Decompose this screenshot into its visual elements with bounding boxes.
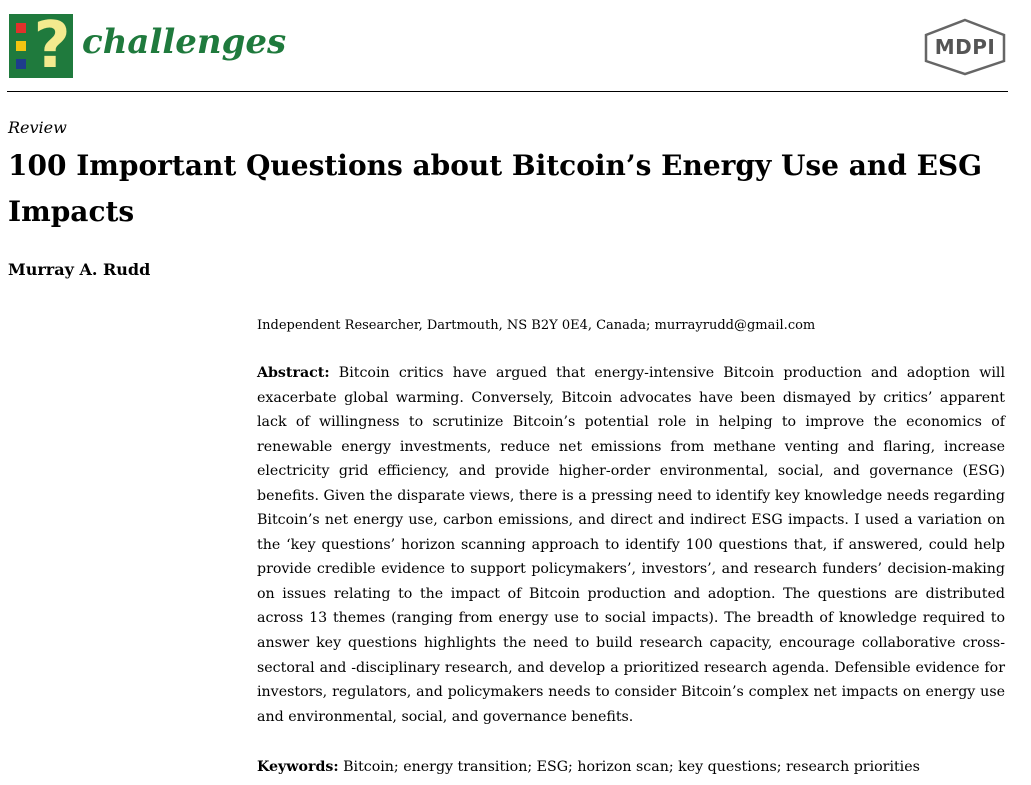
- article-type: Review: [8, 118, 67, 137]
- journal-logo-icon: [9, 9, 73, 83]
- logo-yellow-square: [16, 41, 26, 51]
- author-affiliation: Independent Researcher, Dartmouth, NS B2Y 0E4, Canada; murrayrudd@gmail.com: [257, 318, 816, 333]
- journal-name: challenges: [82, 22, 287, 62]
- logo-red-square: [16, 23, 26, 33]
- logo-blue-square: [16, 59, 26, 69]
- abstract-label: Abstract:: [257, 365, 330, 381]
- abstract-text: Bitcoin critics have argued that energy-intensive Bitcoin production and adoption will exacerbate global warming. Conversely, Bitcoin advocates have been dismayed by critics’ apparent lack of willingness to scrutinize Bitcoin’s potential role in helping to improve the economics of renewable energy investments, reduce net emissions from methane venting and flaring, increase electricity grid efficiency, and provide higher-order environmental, social, and governance (ESG) benefits. Given the disparate views, there is a pressing need to identify key knowledge needs regarding Bitcoin’s net energy use, carbon emissions, and direct and indirect ESG impacts. I used a variation on the ‘key questions’ horizon scanning approach to identify 100 questions that, if answered, could help provide credible evidence to support policymakers’, investors’, and research funders’ decision-making on issues relating to the impact of Bitcoin production and adoption. The questions are distributed across 13 themes (ranging from energy use to social impacts). The breadth of knowledge required to answer key questions highlights the need to build research capacity, encourage collaborative cross-sectoral and -disciplinary research, and develop a prioritized research agenda. Defensible evidence for investors, regulators, and policymakers needs to consider Bitcoin’s complex net impacts on energy use and environmental, social, and governance benefits.: [257, 365, 1005, 725]
- abstract: [257, 361, 1005, 729]
- header-divider: [7, 91, 1008, 92]
- keywords-text: Bitcoin; energy transition; ESG; horizon scan; key questions; research priorities: [343, 759, 920, 775]
- keywords-label: Keywords:: [257, 759, 339, 775]
- article-title: 100 Important Questions about Bitcoin’s Energy Use and ESG Impacts: [8, 149, 983, 228]
- publisher-name: MDPI: [934, 35, 996, 59]
- publisher-logo[interactable]: [922, 18, 1008, 76]
- keywords: [257, 755, 1007, 779]
- question-mark-icon: ?: [33, 9, 71, 83]
- author-name: Murray A. Rudd: [8, 260, 151, 279]
